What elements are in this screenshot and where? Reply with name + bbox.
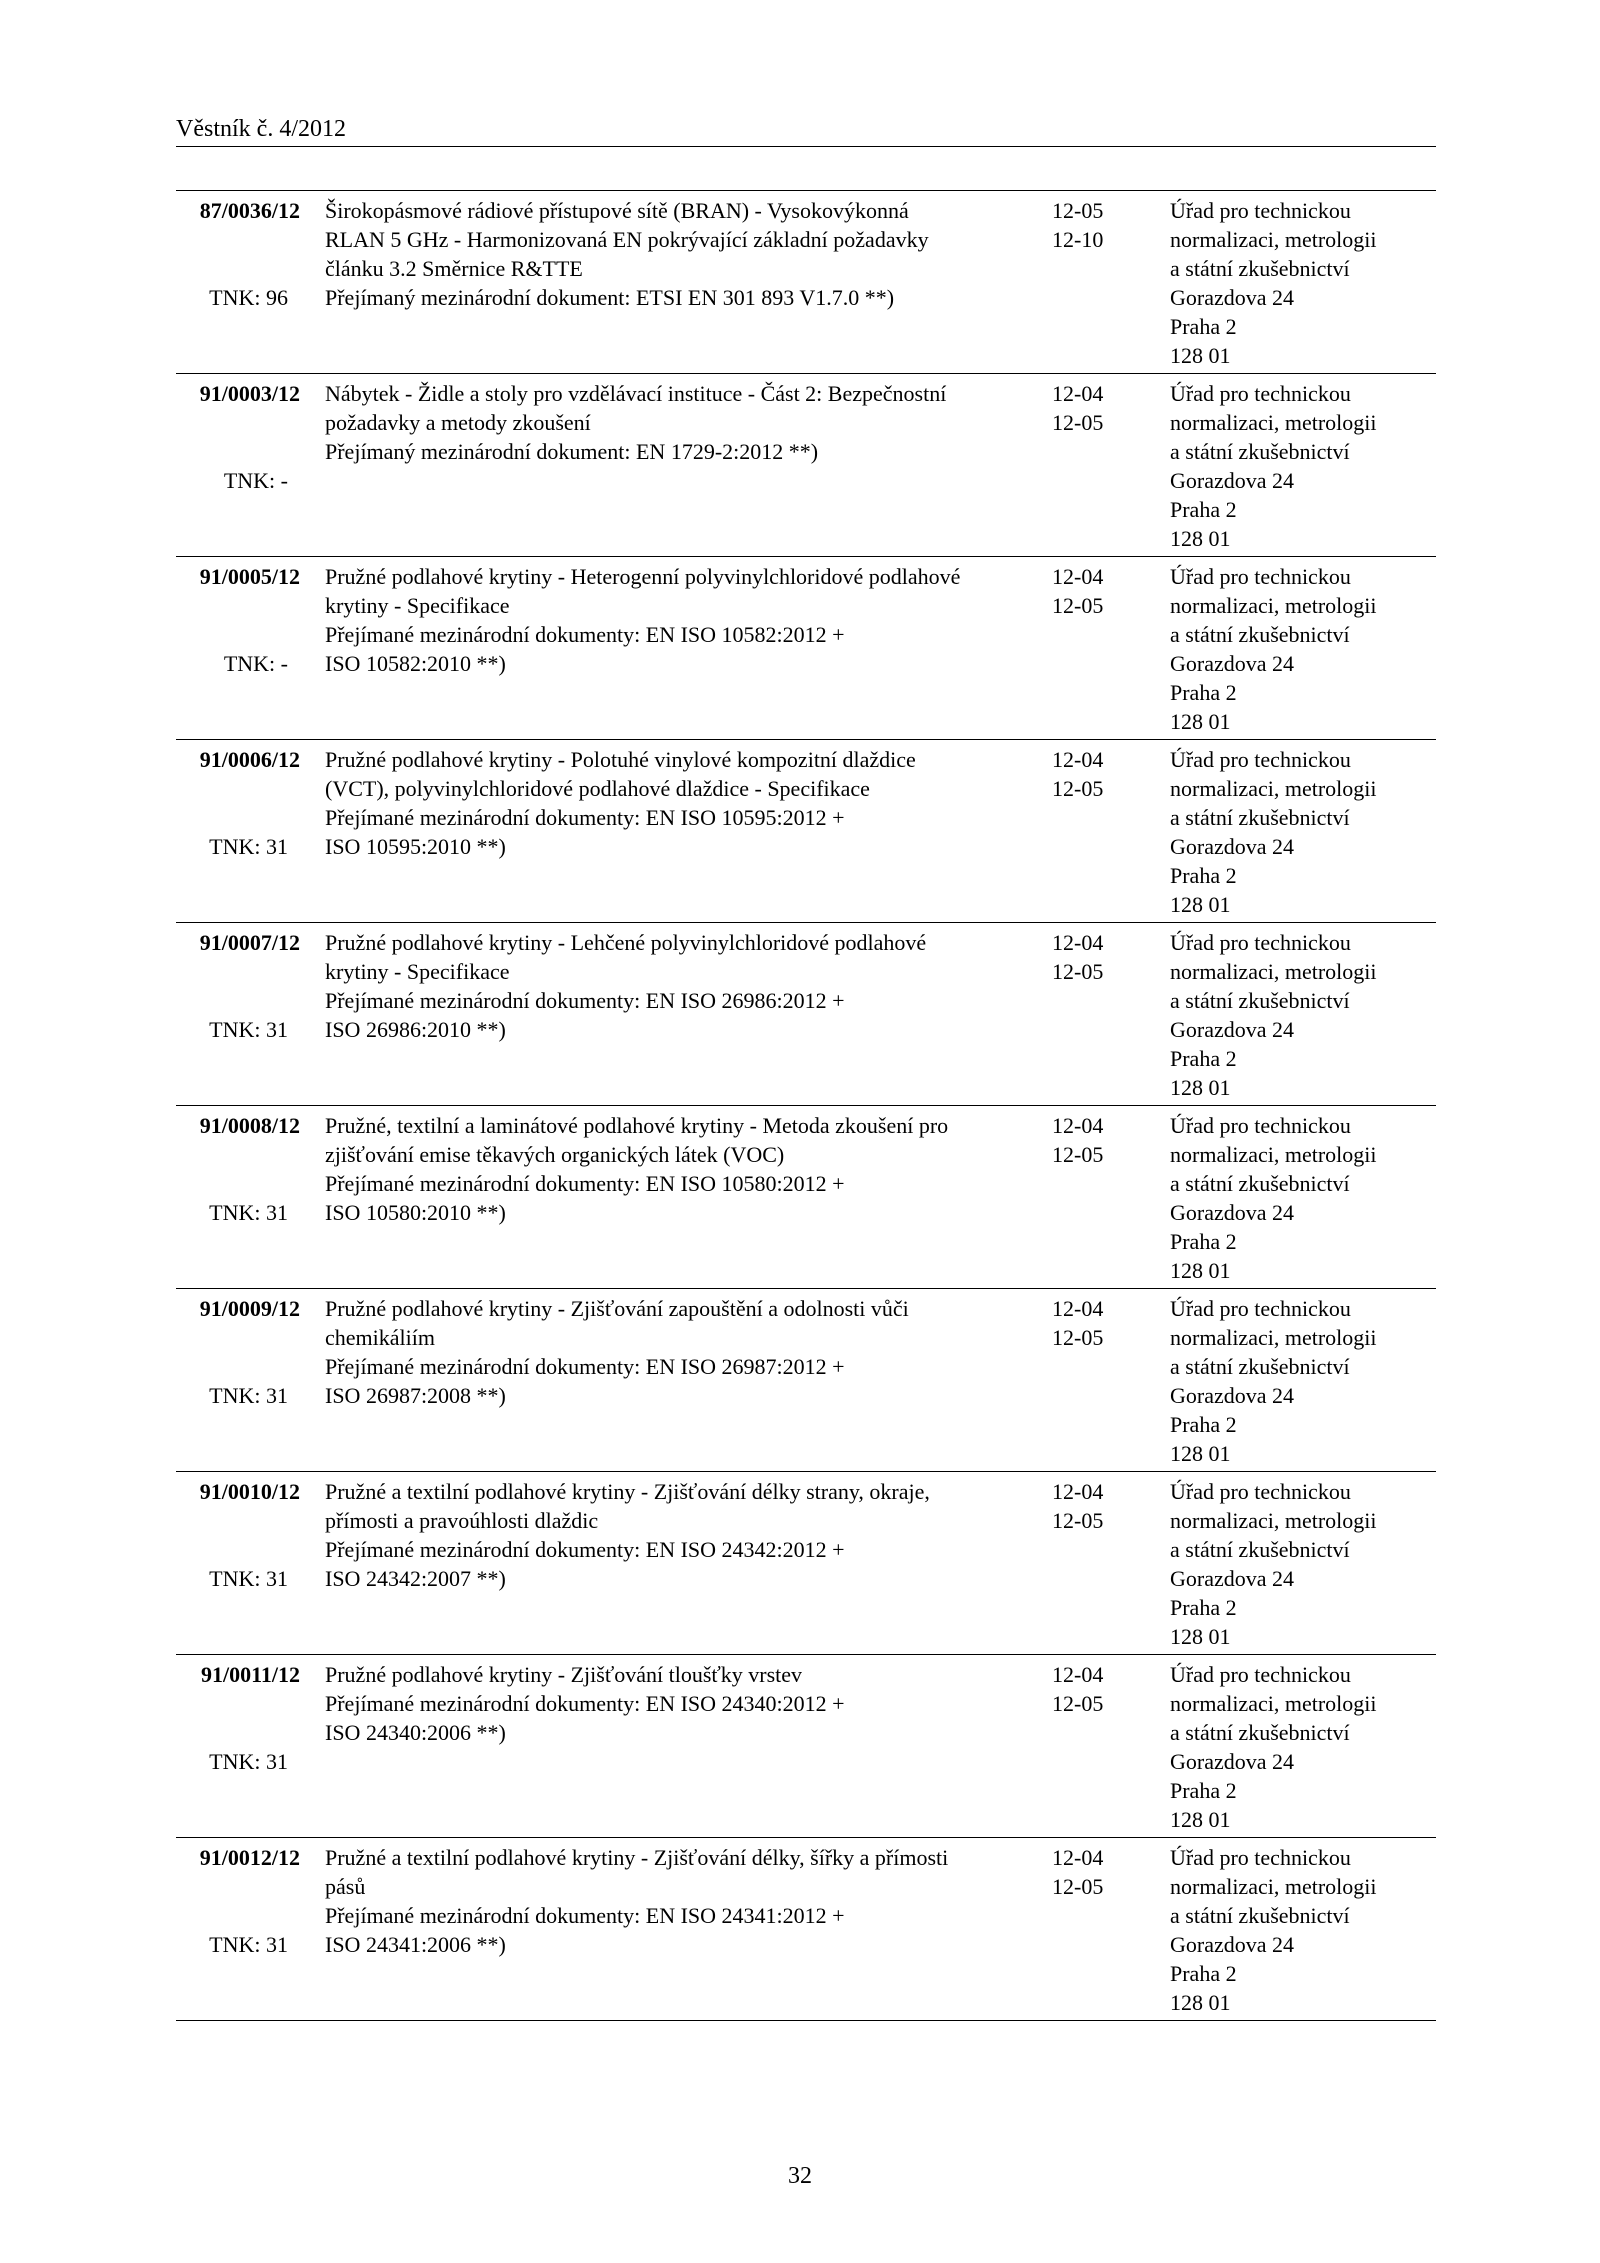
standard-entry — [176, 1655, 1436, 1838]
entry-description — [325, 1111, 1035, 1227]
entry-description-line: RLAN 5 GHz - Harmonizovaná EN pokrývající základní požadavky — [325, 227, 929, 252]
entry-date: 12-05 — [1052, 1508, 1104, 1533]
standard-entry — [176, 374, 1436, 557]
entry-dates — [1052, 1660, 1132, 1718]
entry-date: 12-10 — [1052, 227, 1104, 252]
entry-dates — [1052, 562, 1132, 620]
office-address-line: normalizaci, metrologii — [1170, 1142, 1377, 1167]
office-address-line: Praha 2 — [1170, 1778, 1237, 1803]
office-address-line: Úřad pro technickou — [1170, 1662, 1351, 1687]
entry-date: 12-05 — [1052, 1874, 1104, 1899]
entry-office-address — [1170, 1843, 1436, 2017]
office-address-line: Gorazdova 24 — [1170, 1932, 1295, 1957]
entry-description — [325, 379, 1035, 466]
entry-office-address — [1170, 1294, 1436, 1468]
entry-description-line: ISO 24340:2006 **) — [325, 1720, 506, 1745]
entry-date: 12-04 — [1052, 930, 1104, 955]
office-address-line: Gorazdova 24 — [1170, 834, 1295, 859]
entry-id: 91/0010/12 — [199, 1479, 300, 1504]
entry-description-line: krytiny - Specifikace — [325, 593, 510, 618]
office-address-line: Praha 2 — [1170, 863, 1237, 888]
office-address-line: normalizaci, metrologii — [1170, 776, 1377, 801]
standard-entry — [176, 1472, 1436, 1655]
office-address-line: Úřad pro technickou — [1170, 747, 1351, 772]
entry-date: 12-05 — [1052, 959, 1104, 984]
office-address-line: a státní zkušebnictví — [1170, 988, 1350, 1013]
entry-description-line: Pružné a textilní podlahové krytiny - Zjišťování délky, šířky a přímosti — [325, 1845, 949, 1870]
entry-description-line: Pružné podlahové krytiny - Zjišťování tloušťky vrstev — [325, 1662, 803, 1687]
office-address-line: Gorazdova 24 — [1170, 468, 1295, 493]
entry-description-line: Pružné podlahové krytiny - Polotuhé vinylové kompozitní dlaždice — [325, 747, 916, 772]
office-address-line: 128 01 — [1170, 1441, 1231, 1466]
header-divider — [176, 146, 1436, 147]
office-address-line: a státní zkušebnictví — [1170, 1720, 1350, 1745]
office-address-line: a státní zkušebnictví — [1170, 256, 1350, 281]
office-address-line: a státní zkušebnictví — [1170, 439, 1350, 464]
office-address-line: normalizaci, metrologii — [1170, 593, 1377, 618]
entry-description-line: Širokopásmové rádiové přístupové sítě (BRAN) - Vysokovýkonná — [325, 198, 909, 223]
standard-entry — [176, 1838, 1436, 2021]
standards-list — [176, 190, 1436, 2021]
entry-tnk: TNK: 31 — [209, 1017, 288, 1042]
entry-date: 12-05 — [1052, 198, 1104, 223]
entry-description-line: ISO 10582:2010 **) — [325, 651, 506, 676]
office-address-line: Praha 2 — [1170, 497, 1237, 522]
office-address-line: Gorazdova 24 — [1170, 1383, 1295, 1408]
entry-description-line: Přejímané mezinárodní dokumenty: EN ISO 26986:2012 + — [325, 988, 845, 1013]
entry-description-line: Přejímané mezinárodní dokumenty: EN ISO 10582:2012 + — [325, 622, 845, 647]
entry-date: 12-04 — [1052, 1479, 1104, 1504]
entry-description-line: ISO 26986:2010 **) — [325, 1017, 506, 1042]
entry-description-line: (VCT), polyvinylchloridové podlahové dlaždice - Specifikace — [325, 776, 870, 801]
entry-description-line: ISO 24342:2007 **) — [325, 1566, 506, 1591]
entry-tnk: TNK: 31 — [209, 1566, 288, 1591]
standard-entry — [176, 191, 1436, 374]
entry-description-line: krytiny - Specifikace — [325, 959, 510, 984]
entry-description-line: článku 3.2 Směrnice R&TTE — [325, 256, 583, 281]
entry-dates — [1052, 928, 1132, 986]
entry-description-line: pásů — [325, 1874, 366, 1899]
entry-id: 91/0006/12 — [199, 747, 300, 772]
office-address-line: a státní zkušebnictví — [1170, 622, 1350, 647]
office-address-line: normalizaci, metrologii — [1170, 1874, 1377, 1899]
entry-description-line: Přejímané mezinárodní dokumenty: EN ISO 10580:2012 + — [325, 1171, 845, 1196]
entry-date: 12-04 — [1052, 381, 1104, 406]
entry-office-address — [1170, 745, 1436, 919]
entry-date: 12-05 — [1052, 1325, 1104, 1350]
office-address-line: 128 01 — [1170, 892, 1231, 917]
entry-tnk: TNK: 31 — [209, 1749, 288, 1774]
office-address-line: 128 01 — [1170, 526, 1231, 551]
entry-date: 12-04 — [1052, 747, 1104, 772]
entry-id: 91/0003/12 — [199, 381, 300, 406]
office-address-line: Úřad pro technickou — [1170, 381, 1351, 406]
entry-description-line: chemikáliím — [325, 1325, 435, 1350]
entry-description-line: přímosti a pravoúhlosti dlaždic — [325, 1508, 599, 1533]
office-address-line: 128 01 — [1170, 1624, 1231, 1649]
entry-description-line: Pružné a textilní podlahové krytiny - Zjišťování délky strany, okraje, — [325, 1479, 930, 1504]
office-address-line: Praha 2 — [1170, 314, 1237, 339]
entry-office-address — [1170, 1111, 1436, 1285]
office-address-line: Praha 2 — [1170, 1412, 1237, 1437]
entry-office-address — [1170, 928, 1436, 1102]
entry-date: 12-04 — [1052, 1113, 1104, 1138]
office-address-line: Úřad pro technickou — [1170, 1479, 1351, 1504]
entry-description-line: Přejímaný mezinárodní dokument: EN 1729-2:2012 **) — [325, 439, 819, 464]
office-address-line: a státní zkušebnictví — [1170, 1537, 1350, 1562]
entry-office-address — [1170, 1660, 1436, 1834]
office-address-line: Úřad pro technickou — [1170, 1845, 1351, 1870]
office-address-line: Úřad pro technickou — [1170, 930, 1351, 955]
entry-date: 12-04 — [1052, 1845, 1104, 1870]
office-address-line: a státní zkušebnictví — [1170, 805, 1350, 830]
entry-description-line: ISO 26987:2008 **) — [325, 1383, 506, 1408]
entry-description-line: Přejímané mezinárodní dokumenty: EN ISO 10595:2012 + — [325, 805, 845, 830]
entry-office-address — [1170, 379, 1436, 553]
entry-id: 91/0011/12 — [200, 1662, 300, 1687]
office-address-line: Gorazdova 24 — [1170, 285, 1295, 310]
office-address-line: a státní zkušebnictví — [1170, 1354, 1350, 1379]
entry-description-line: Přejímané mezinárodní dokumenty: EN ISO 26987:2012 + — [325, 1354, 845, 1379]
entry-date: 12-04 — [1052, 1296, 1104, 1321]
office-address-line: Úřad pro technickou — [1170, 1113, 1351, 1138]
office-address-line: normalizaci, metrologii — [1170, 1325, 1377, 1350]
standard-entry — [176, 923, 1436, 1106]
office-address-line: 128 01 — [1170, 1075, 1231, 1100]
entry-description — [325, 928, 1035, 1044]
entry-description-line: zjišťování emise těkavých organických látek (VOC) — [325, 1142, 785, 1167]
entry-id: 91/0009/12 — [199, 1296, 300, 1321]
entry-description-line: ISO 24341:2006 **) — [325, 1932, 506, 1957]
page-header-title: Věstník č. 4/2012 — [176, 116, 346, 142]
entry-tnk: TNK: 96 — [209, 285, 288, 310]
entry-dates — [1052, 196, 1132, 254]
entry-dates — [1052, 1843, 1132, 1901]
entry-tnk: TNK: 31 — [209, 1200, 288, 1225]
entry-description-line: Pružné, textilní a laminátové podlahové krytiny - Metoda zkoušení pro — [325, 1113, 949, 1138]
entry-description — [325, 196, 1035, 312]
office-address-line: normalizaci, metrologii — [1170, 410, 1377, 435]
entry-description — [325, 1477, 1035, 1593]
office-address-line: a státní zkušebnictví — [1170, 1171, 1350, 1196]
entry-tnk: TNK: 31 — [209, 834, 288, 859]
office-address-line: Úřad pro technickou — [1170, 198, 1351, 223]
entry-description — [325, 1843, 1035, 1959]
entry-date: 12-04 — [1052, 1662, 1104, 1687]
standard-entry — [176, 740, 1436, 923]
entry-date: 12-04 — [1052, 564, 1104, 589]
page-number: 32 — [788, 2163, 812, 2189]
entry-description — [325, 745, 1035, 861]
entry-description-line: Přejímaný mezinárodní dokument: ETSI EN 301 893 V1.7.0 **) — [325, 285, 895, 310]
entry-description — [325, 562, 1035, 678]
office-address-line: 128 01 — [1170, 709, 1231, 734]
entry-id: 91/0012/12 — [199, 1845, 300, 1870]
office-address-line: 128 01 — [1170, 1258, 1231, 1283]
office-address-line: Gorazdova 24 — [1170, 1200, 1295, 1225]
entry-description-line: Nábytek - Židle a stoly pro vzdělávací instituce - Část 2: Bezpečnostní — [325, 381, 947, 406]
entry-description-line: ISO 10595:2010 **) — [325, 834, 506, 859]
entry-dates — [1052, 1294, 1132, 1352]
entry-description-line: požadavky a metody zkoušení — [325, 410, 591, 435]
office-address-line: 128 01 — [1170, 343, 1231, 368]
office-address-line: Praha 2 — [1170, 680, 1237, 705]
entry-description-line: Pružné podlahové krytiny - Zjišťování zapouštění a odolnosti vůči — [325, 1296, 909, 1321]
entry-dates — [1052, 745, 1132, 803]
standard-entry — [176, 557, 1436, 740]
entry-id: 91/0008/12 — [199, 1113, 300, 1138]
entry-id: 87/0036/12 — [199, 198, 300, 223]
office-address-line: Úřad pro technickou — [1170, 1296, 1351, 1321]
entry-id: 91/0005/12 — [199, 564, 300, 589]
office-address-line: Gorazdova 24 — [1170, 1566, 1295, 1591]
office-address-line: Praha 2 — [1170, 1961, 1237, 1986]
entry-date: 12-05 — [1052, 776, 1104, 801]
office-address-line: normalizaci, metrologii — [1170, 959, 1377, 984]
entry-description-line: ISO 10580:2010 **) — [325, 1200, 506, 1225]
entry-description-line: Přejímané mezinárodní dokumenty: EN ISO 24342:2012 + — [325, 1537, 845, 1562]
office-address-line: Gorazdova 24 — [1170, 1749, 1295, 1774]
entry-description-line: Pružné podlahové krytiny - Heterogenní polyvinylchloridové podlahové — [325, 564, 961, 589]
entry-date: 12-05 — [1052, 1142, 1104, 1167]
entry-date: 12-05 — [1052, 410, 1104, 435]
office-address-line: normalizaci, metrologii — [1170, 1691, 1377, 1716]
entry-tnk: TNK: 31 — [209, 1932, 288, 1957]
entry-dates — [1052, 1111, 1132, 1169]
office-address-line: normalizaci, metrologii — [1170, 1508, 1377, 1533]
standard-entry — [176, 1106, 1436, 1289]
office-address-line: Gorazdova 24 — [1170, 1017, 1295, 1042]
entry-office-address — [1170, 1477, 1436, 1651]
entry-description — [325, 1660, 1035, 1747]
office-address-line: Praha 2 — [1170, 1595, 1237, 1620]
entry-date: 12-05 — [1052, 1691, 1104, 1716]
office-address-line: normalizaci, metrologii — [1170, 227, 1377, 252]
entry-description-line: Přejímané mezinárodní dokumenty: EN ISO 24341:2012 + — [325, 1903, 845, 1928]
entry-tnk: TNK: - — [223, 651, 288, 676]
entry-tnk: TNK: 31 — [209, 1383, 288, 1408]
entry-date: 12-05 — [1052, 593, 1104, 618]
office-address-line: 128 01 — [1170, 1990, 1231, 2015]
entry-office-address — [1170, 196, 1436, 370]
office-address-line: Úřad pro technickou — [1170, 564, 1351, 589]
entry-office-address — [1170, 562, 1436, 736]
entry-tnk: TNK: - — [223, 468, 288, 493]
office-address-line: a státní zkušebnictví — [1170, 1903, 1350, 1928]
entry-description-line: Přejímané mezinárodní dokumenty: EN ISO 24340:2012 + — [325, 1691, 845, 1716]
entry-description — [325, 1294, 1035, 1410]
office-address-line: 128 01 — [1170, 1807, 1231, 1832]
standard-entry — [176, 1289, 1436, 1472]
entry-dates — [1052, 1477, 1132, 1535]
entry-dates — [1052, 379, 1132, 437]
entry-description-line: Pružné podlahové krytiny - Lehčené polyvinylchloridové podlahové — [325, 930, 927, 955]
entry-id: 91/0007/12 — [199, 930, 300, 955]
office-address-line: Gorazdova 24 — [1170, 651, 1295, 676]
office-address-line: Praha 2 — [1170, 1046, 1237, 1071]
office-address-line: Praha 2 — [1170, 1229, 1237, 1254]
